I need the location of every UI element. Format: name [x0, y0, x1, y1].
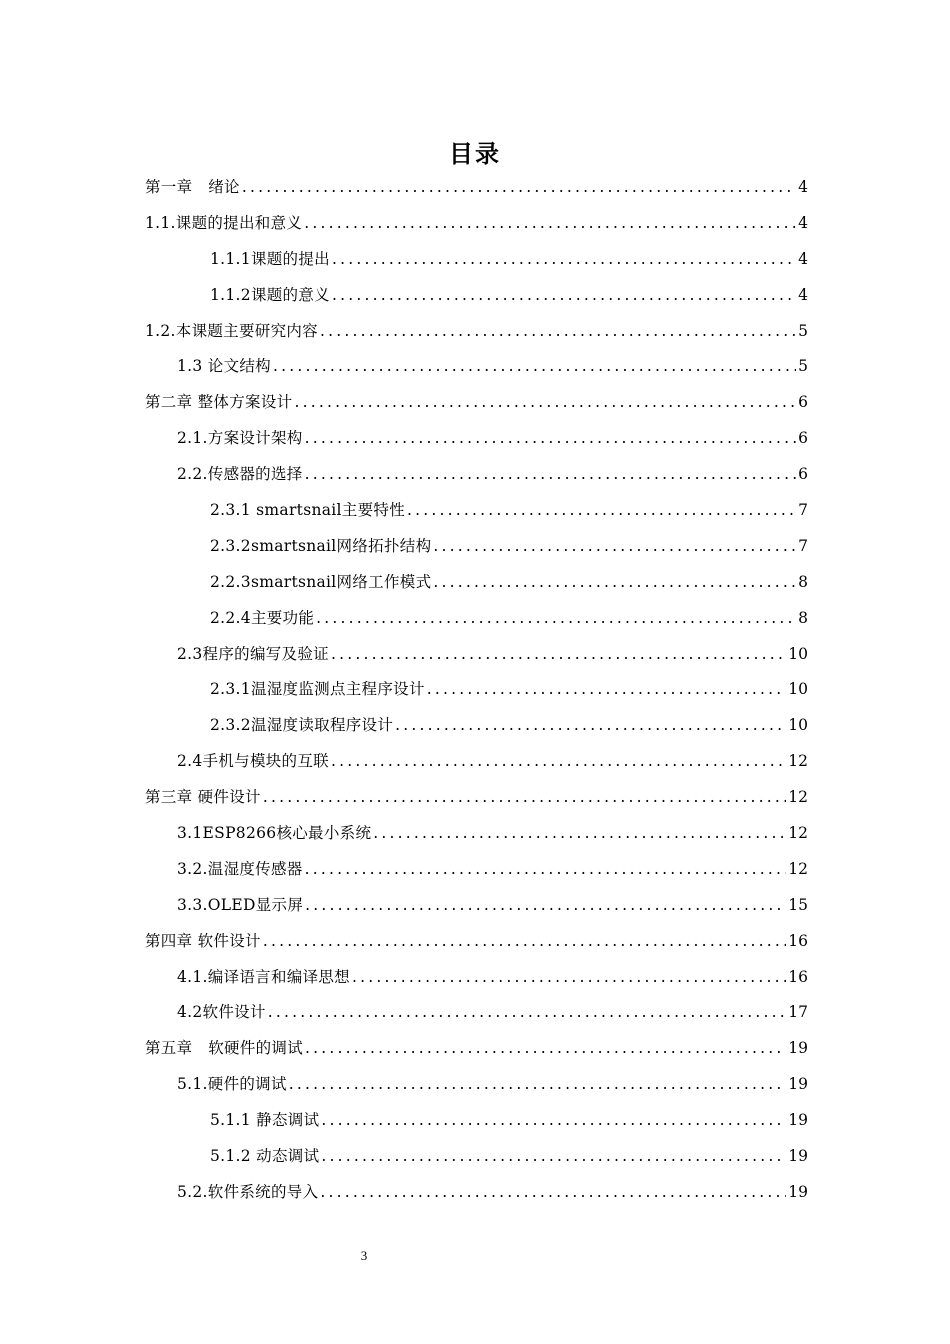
toc-entry-page: 19 [788, 1147, 808, 1166]
toc-entry-page: 16 [788, 931, 808, 950]
toc-entry[interactable] [145, 529, 808, 565]
toc-entry-title: 1.1.课题的提出和意义 [145, 213, 303, 232]
toc-entry[interactable] [145, 708, 808, 744]
toc-entry-title: 2.3.2smartsnail网络拓扑结构 [210, 536, 432, 555]
toc-entry-page: 12 [788, 824, 808, 843]
toc-entry-title: 第一章 绪论 [145, 178, 240, 196]
toc-entry-page: 19 [788, 1039, 808, 1058]
toc-dot-leader [433, 565, 796, 601]
toc-entry-title: 3.2.温湿度传感器 [177, 859, 303, 878]
toc-entry-page: 4 [798, 285, 808, 304]
toc-entry-title: 4.2软件设计 [177, 1003, 266, 1022]
toc-entry[interactable] [145, 493, 808, 529]
toc-entry-page: 8 [798, 572, 808, 591]
toc-dot-leader [263, 924, 786, 960]
toc-entry-title: 2.2.4主要功能 [210, 608, 315, 627]
toc-entry[interactable] [145, 744, 808, 780]
toc-entry-title: 第四章 软件设计 [145, 931, 261, 950]
toc-entry-title: 2.3程序的编写及验证 [177, 644, 329, 663]
toc-dot-leader [305, 457, 797, 493]
toc-entry[interactable] [145, 852, 808, 888]
toc-entry-title: 3.1ESP8266核心最小系统 [177, 824, 372, 843]
toc-entry-page: 10 [788, 644, 808, 663]
toc-dot-leader [407, 493, 796, 529]
toc-entry-page: 5 [798, 357, 808, 376]
toc-entry[interactable] [145, 565, 808, 601]
toc-dot-leader [395, 708, 786, 744]
toc-dot-leader [321, 1103, 786, 1139]
toc-entry-page: 16 [788, 967, 808, 986]
toc-entry-title: 5.2.软件系统的导入 [177, 1182, 319, 1201]
toc-dot-leader [331, 637, 786, 673]
toc-entry[interactable] [145, 170, 808, 206]
toc-entry[interactable] [145, 1067, 808, 1103]
toc-entry[interactable] [145, 242, 808, 278]
toc-entry-page: 10 [788, 680, 808, 699]
toc-entry[interactable] [145, 1139, 808, 1175]
toc-entry-page: 19 [788, 1111, 808, 1130]
toc-entry[interactable] [145, 278, 808, 314]
toc-dot-leader [263, 780, 786, 816]
toc-entry[interactable] [145, 206, 808, 242]
toc-entry[interactable] [145, 385, 808, 421]
toc-entry[interactable] [145, 816, 808, 852]
toc-entry-title: 5.1.硬件的调试 [177, 1075, 287, 1094]
toc-entry-title: 5.1.1 静态调试 [210, 1111, 320, 1130]
toc-entry-page: 12 [788, 788, 808, 807]
toc-entry[interactable] [145, 637, 808, 673]
toc-title: 目录 [449, 140, 501, 168]
toc-dot-leader [427, 672, 787, 708]
toc-entry-page: 12 [788, 859, 808, 878]
toc-entry-page: 5 [798, 321, 808, 340]
toc-entry[interactable] [145, 1175, 808, 1211]
toc-entry-title: 1.1.1课题的提出 [210, 249, 330, 268]
toc-entry[interactable] [145, 888, 808, 924]
toc-dot-leader [305, 1031, 786, 1067]
toc-entry[interactable] [145, 780, 808, 816]
toc-entry-page: 6 [798, 465, 808, 484]
toc-dot-leader [316, 601, 796, 637]
toc-entry[interactable] [145, 995, 808, 1031]
toc-entry[interactable] [145, 421, 808, 457]
toc-entry-page: 6 [798, 393, 808, 412]
toc-entry-page: 4 [798, 249, 808, 268]
toc-entry-title: 3.3.OLED显示屏 [177, 895, 304, 914]
toc-entry[interactable] [145, 314, 808, 350]
toc-entry[interactable] [145, 672, 808, 708]
toc-entry-title: 5.1.2 动态调试 [210, 1147, 320, 1166]
toc-entry[interactable] [145, 1103, 808, 1139]
toc-entry-title: 4.1.编译语言和编译思想 [177, 967, 350, 986]
toc-dot-leader [305, 852, 787, 888]
toc-list [145, 170, 808, 1211]
toc-dot-leader [242, 170, 796, 206]
toc-entry-page: 4 [798, 178, 808, 196]
toc-dot-leader [331, 744, 786, 780]
toc-entry-title: 第五章 软硬件的调试 [145, 1039, 304, 1058]
toc-dot-leader [304, 206, 796, 242]
toc-entry-title: 1.2.本课题主要研究内容 [145, 321, 318, 340]
toc-entry-page: 6 [798, 429, 808, 448]
toc-dot-leader [273, 349, 796, 385]
toc-entry-page: 7 [798, 536, 808, 555]
toc-entry[interactable] [145, 924, 808, 960]
toc-dot-leader [268, 995, 787, 1031]
toc-entry-page: 7 [798, 501, 808, 520]
toc-entry[interactable] [145, 960, 808, 996]
toc-entry-title: 2.4手机与模块的互联 [177, 752, 329, 771]
toc-dot-leader [294, 385, 796, 421]
toc-entry-page: 17 [788, 1003, 808, 1022]
toc-dot-leader [321, 1139, 786, 1175]
toc-dot-leader [352, 960, 786, 996]
toc-entry-page: 19 [788, 1075, 808, 1094]
page-number: 3 [360, 1248, 368, 1263]
toc-entry-title: 1.1.2课题的意义 [210, 285, 330, 304]
toc-dot-leader [332, 278, 796, 314]
toc-dot-leader [305, 421, 797, 457]
toc-entry-title: 第二章 整体方案设计 [145, 393, 293, 412]
toc-entry-title: 2.3.1温湿度监测点主程序设计 [210, 680, 425, 699]
toc-entry-title: 2.1.方案设计架构 [177, 429, 303, 448]
toc-entry-page: 10 [788, 716, 808, 735]
toc-entry-title: 2.3.2温湿度读取程序设计 [210, 716, 394, 735]
toc-entry[interactable] [145, 601, 808, 637]
toc-entry-title: 2.2.传感器的选择 [177, 465, 303, 484]
toc-entry[interactable] [145, 457, 808, 493]
toc-entry-title: 2.3.1 smartsnail主要特性 [210, 501, 405, 520]
toc-dot-leader [320, 314, 796, 350]
toc-dot-leader [332, 242, 796, 278]
toc-entry-title: 第三章 硬件设计 [145, 788, 261, 807]
toc-entry[interactable] [145, 349, 808, 385]
toc-dot-leader [433, 529, 796, 565]
toc-dot-leader [320, 1175, 786, 1211]
toc-dot-leader [373, 816, 786, 852]
toc-entry-page: 8 [798, 608, 808, 627]
toc-entry-page: 15 [788, 895, 808, 914]
toc-entry-page: 12 [788, 752, 808, 771]
toc-entry[interactable] [145, 1031, 808, 1067]
toc-entry-title: 2.2.3smartsnail网络工作模式 [210, 572, 432, 591]
toc-entry-title: 1.3 论文结构 [177, 357, 271, 376]
toc-dot-leader [305, 888, 786, 924]
toc-dot-leader [289, 1067, 786, 1103]
toc-entry-page: 4 [798, 213, 808, 232]
toc-entry-page: 19 [788, 1182, 808, 1201]
